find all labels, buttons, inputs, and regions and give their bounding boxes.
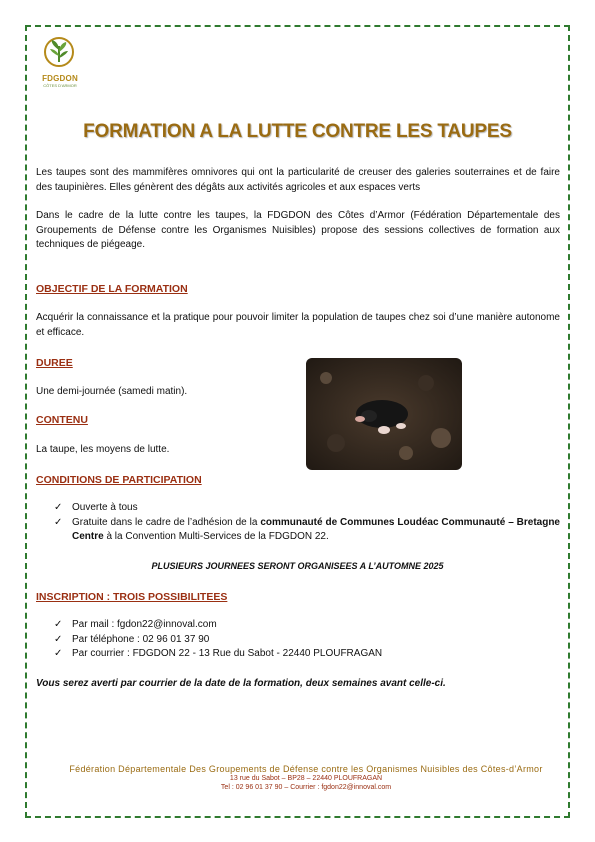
inscription-courrier: Par courrier : FDGDON 22 - 13 Rue du Sabot - 22440 PLOUFRAGAN bbox=[72, 648, 383, 659]
checkmark-icon: ✓ bbox=[54, 516, 63, 528]
intro-paragraph-2: Dans le cadre de la lutte contre les taupes, la FDGDON des Côtes d’Armor (Fédération Départementale des Groupements de Défense contre les Organismes Nuisibles) propose des sessions collectives de formation aux techniques de piégeage. bbox=[36, 210, 560, 250]
duree-text: Une demi-journée (samedi matin). bbox=[36, 386, 188, 397]
page-border bbox=[25, 25, 570, 818]
list-item bbox=[54, 516, 560, 545]
list-item bbox=[54, 618, 560, 633]
footer-contact: Tel : 02 96 01 37 90 – Courrier : fgdon22@innoval.com bbox=[220, 784, 392, 791]
objectif-text: Acquérir la connaissance et la pratique pour pouvoir limiter la population de taupes chez soi d’une manière autonome et efficace. bbox=[36, 312, 560, 338]
conditions-item-2b: communauté de Communes Loudéac Communauté – Bretagne Centre bbox=[72, 516, 560, 542]
logo-text: FDGDON bbox=[42, 74, 78, 83]
list-item bbox=[54, 501, 560, 516]
list-item bbox=[54, 647, 560, 662]
checkmark-icon: ✓ bbox=[54, 633, 63, 645]
contenu-heading: CONTENU bbox=[36, 414, 88, 426]
conditions-heading: CONDITIONS DE PARTICIPATION bbox=[36, 474, 202, 486]
inscription-phone: Par téléphone : 02 96 01 37 90 bbox=[72, 633, 210, 645]
footer-address: 13 rue du Sabot – BP28 – 22440 PLOUFRAGAN bbox=[229, 775, 383, 782]
page-title: FORMATION A LA LUTTE CONTRE LES TAUPES bbox=[83, 121, 512, 142]
inscription-list bbox=[54, 618, 560, 662]
logo-subtext: CÔTES D'ARMOR bbox=[43, 83, 77, 88]
inscription-mail: Par mail : fgdon22@innoval.com bbox=[72, 619, 217, 630]
inscription-heading: INSCRIPTION : TROIS POSSIBILITEES bbox=[36, 591, 228, 603]
conditions-list bbox=[54, 501, 560, 545]
footer-federation: Fédération Départementale Des Groupements de Défense contre les Organismes Nuisibles des Côtes-d’Armor bbox=[69, 764, 543, 774]
checkmark-icon: ✓ bbox=[54, 619, 63, 630]
list-item bbox=[54, 633, 560, 648]
notice-text: Vous serez averti par courrier de la date de la formation, deux semaines avant celle-ci. bbox=[36, 678, 446, 689]
plusieurs-journees-note: PLUSIEURS JOURNEES SERONT ORGANISEES A L’AUTOMNE 2025 bbox=[151, 561, 444, 571]
objectif-heading: OBJECTIF DE LA FORMATION bbox=[36, 283, 188, 295]
mole-photo bbox=[306, 358, 462, 470]
checkmark-icon: ✓ bbox=[54, 648, 63, 659]
intro-paragraph-1: Les taupes sont des mammifères omnivores qui ont la particularité de creuser des galeries souterraines et de faire des taupinières. Elles génèrent des dégâts aux activités agricoles et aux espaces verts bbox=[36, 167, 560, 193]
conditions-item-2c: à la Convention Multi-Services de la FDGDON 22. bbox=[103, 531, 329, 542]
conditions-item-2a: Gratuite dans le cadre de l’adhésion de la bbox=[72, 516, 261, 528]
duree-heading: DUREE bbox=[36, 357, 73, 369]
conditions-item-1: Ouverte à tous bbox=[72, 502, 138, 513]
contenu-text: La taupe, les moyens de lutte. bbox=[36, 444, 170, 455]
checkmark-icon: ✓ bbox=[54, 502, 63, 513]
